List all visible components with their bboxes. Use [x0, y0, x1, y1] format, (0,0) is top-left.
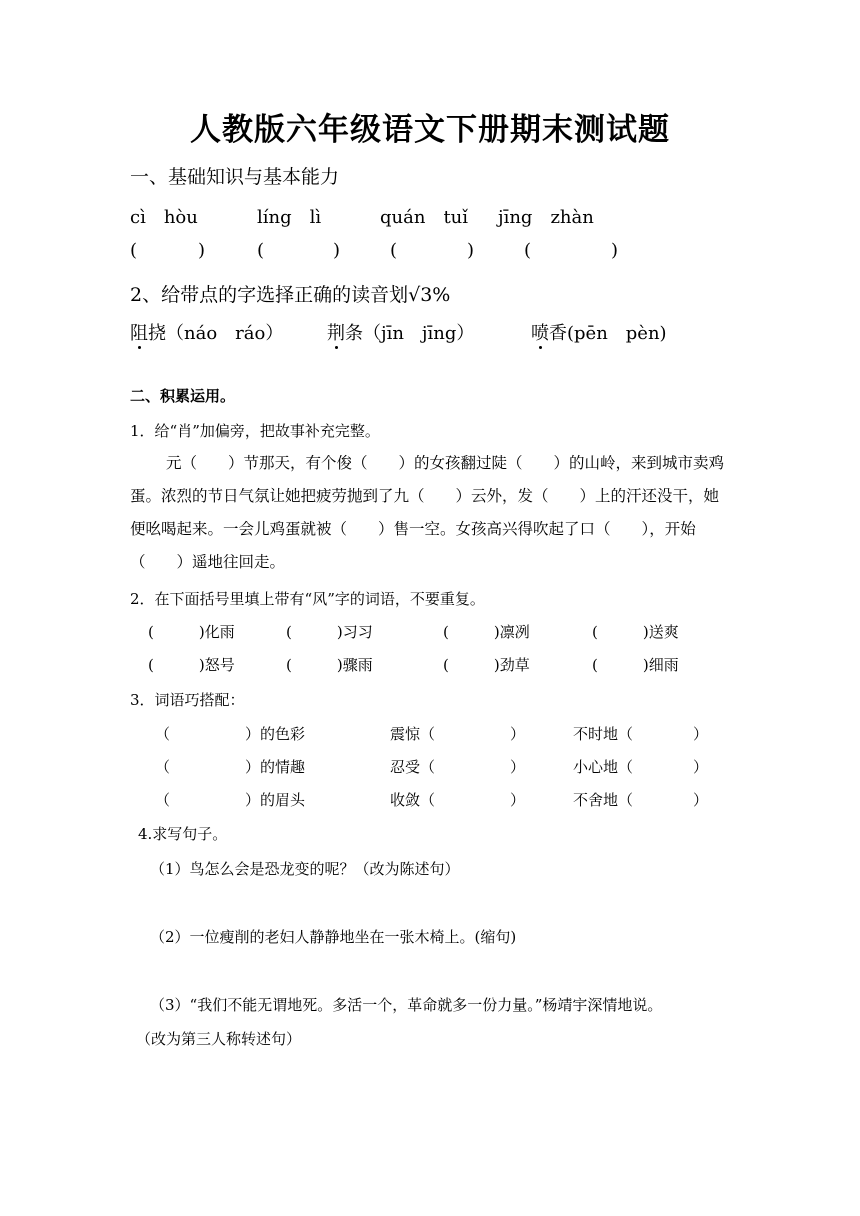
wind-word-7: ( )劲草 [443, 656, 530, 674]
pinyin-4: jīng zhàn [498, 207, 594, 228]
section2-heading: 二、积累运用。 [130, 387, 236, 405]
pinyin-1: cì hòu [130, 207, 198, 228]
sentence-3: （3）“我们不能无谓地死。多活一个，革命就多一份力量。”杨靖宇深情地说。 [150, 996, 663, 1014]
answer-blank-3-open: ( [390, 240, 398, 261]
wind-word-3: ( )凛冽 [443, 623, 530, 641]
s2-question-2: 2．在下面括号里填上带有“风”字的词语，不要重复。 [130, 590, 485, 608]
match-2-3: 小心地（ ） [573, 758, 709, 776]
dotted-char: 喷 [531, 323, 549, 344]
wind-word-2: ( )习习 [286, 623, 373, 641]
answer-blank-4-close: ) [611, 240, 619, 261]
reading-options: 挠（náo ráo） [148, 323, 284, 344]
answer-blank-1-open: ( [130, 240, 138, 261]
reading-options: 香(pēn pèn) [549, 323, 667, 344]
wind-word-8: ( )细雨 [592, 656, 679, 674]
dotted-char: 荆 [327, 323, 345, 344]
wind-word-6: ( )骤雨 [286, 656, 373, 674]
match-1-2: 震惊（ ） [390, 725, 526, 743]
match-3-1: （ ）的眉头 [155, 791, 306, 809]
pinyin-3: quán tuǐ [380, 207, 469, 228]
match-3-3: 不舍地（ ） [573, 791, 709, 809]
reading-item-1 [130, 319, 283, 345]
reading-item-3 [531, 319, 667, 345]
wind-word-4: ( )送爽 [592, 623, 679, 641]
sentence-3-instruction: （改为第三人称转述句） [136, 1030, 302, 1048]
answer-blank-4-open: ( [524, 240, 532, 261]
sentence-1: （1）鸟怎么会是恐龙变的呢？（改为陈述句） [150, 860, 460, 878]
s2-question-3: 3．词语巧搭配： [130, 691, 245, 709]
dotted-char: 阻 [130, 323, 148, 344]
story-paragraph: 元（ ）节那天，有个俊（ ）的女孩翻过陡（ ）的山岭，来到城市卖鸡蛋。浓烈的节日气氛让她把疲劳抛到了九（ ）云外，发（ ）上的汗还没干，她便吆喝起来。一会儿鸡蛋就被（ ）售一空。女孩高兴得吹起了口（ ），开始（ ）遥地往回走。 [130, 454, 725, 571]
answer-blank-3-close: ) [467, 240, 475, 261]
match-2-2: 忍受（ ） [390, 758, 526, 776]
answer-blank-1-close: ) [198, 240, 206, 261]
match-2-1: （ ）的情趣 [155, 758, 306, 776]
s2-question-4: 4.求写句子。 [138, 825, 228, 843]
wind-word-1: ( )化雨 [148, 623, 235, 641]
answer-blank-2-open: ( [257, 240, 265, 261]
question-2: 2、给带点的字选择正确的读音划√3% [130, 284, 451, 306]
match-1-1: （ ）的色彩 [155, 725, 306, 743]
wind-word-5: ( )怒号 [148, 656, 235, 674]
answer-blank-2-close: ) [333, 240, 341, 261]
reading-options: 条（jīn jīng） [345, 323, 475, 344]
sentence-2: （2）一位瘦削的老妇人静静地坐在一张木椅上。(缩句) [150, 928, 517, 946]
match-1-3: 不时地（ ） [573, 725, 709, 743]
s2-question-1: 1．给“肖”加偏旁，把故事补充完整。 [130, 422, 380, 440]
section1-heading: 一、基础知识与基本能力 [130, 166, 340, 188]
reading-item-2 [327, 319, 474, 345]
pinyin-2: líng lì [257, 207, 322, 228]
page-title: 人教版六年级语文下册期末测试题 [190, 112, 670, 148]
match-3-2: 收敛（ ） [390, 791, 526, 809]
